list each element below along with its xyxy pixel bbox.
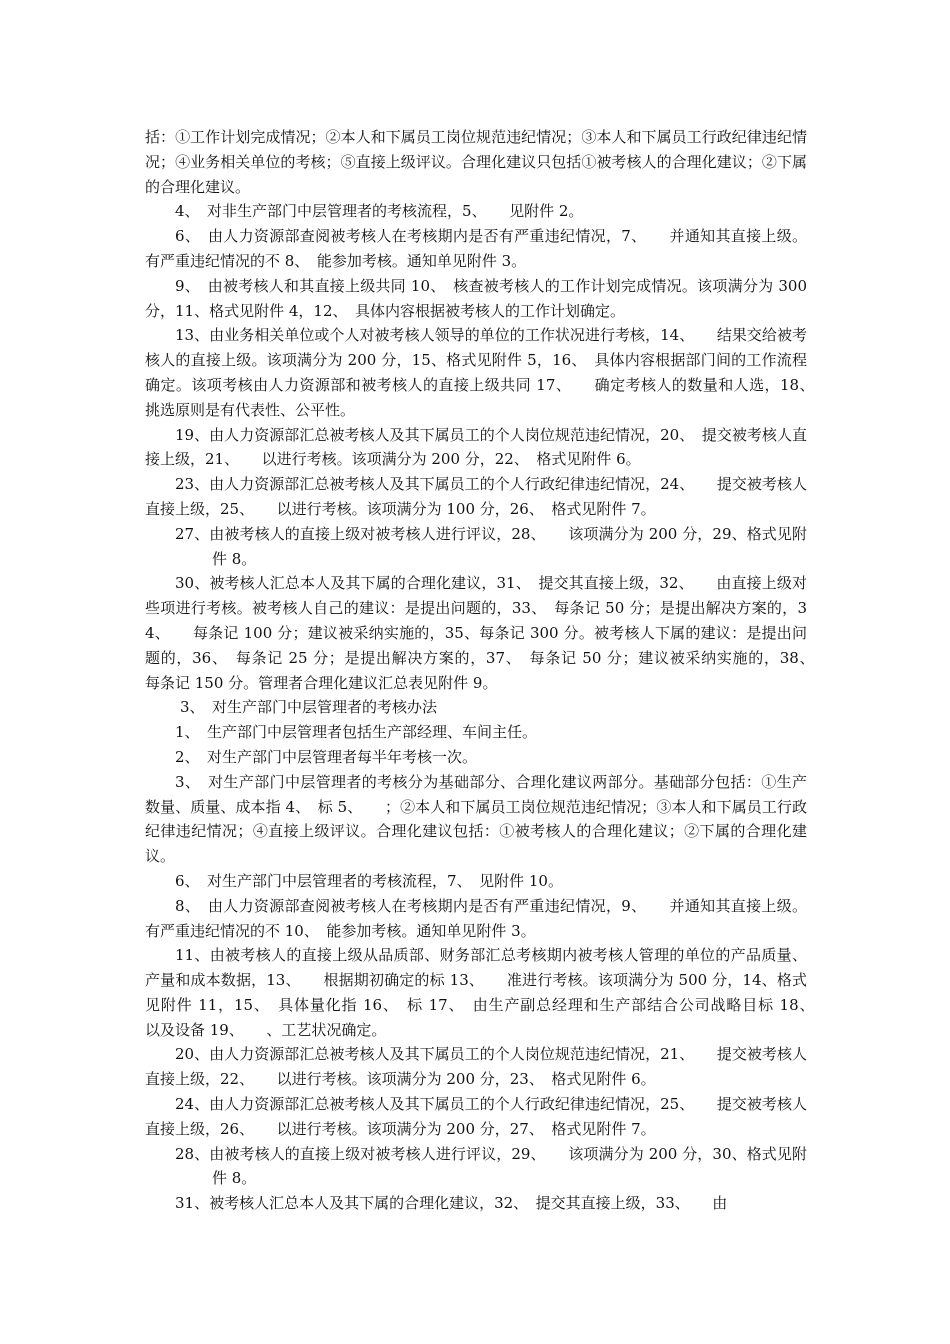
paragraph-item-30: 30、被考核人汇总本人及其下属的合理化建议，31、 提交其直接上级，32、 由直接上级对些项进行考核。被考核人自己的建议：是提出问题的，33、 每条记 50 分；是提出解决方案的，34、 每条记 100 分；建议被采纳实施的，35、每条记 300 分。被考核人下属的建议：是提出问题的，36、 每条记 25 分；是提出解决方案的，37、 每条记 50 分；建议被采纳实施的，38、 每条记 150 分。管理者合理化建议汇总表见附件 9。 bbox=[145, 574, 838, 692]
paragraph-item-6: 6、 由人力资源部查阅被考核人在考核期内是否有严重违纪情况，7、 并通知其直接上级。有严重违纪情况的不 8、 能参加考核。通知单见附件 3。 bbox=[145, 227, 807, 270]
paragraph-prod-item-8: 8、 由人力资源部查阅被考核人在考核期内是否有严重违纪情况，9、 并通知其直接上级。有严重违纪情况的不 10、 能参加考核。通知单见附件 3。 bbox=[145, 896, 807, 940]
paragraph-prod-item-1: 1、 生产部门中层管理者包括生产部经理、车间主任。 bbox=[175, 723, 538, 742]
paragraph-item-9: 9、 由被考核人和其直接上级共同 10、 核查被考核人的工作计划完成情况。该项满分为 300 分，11、格式见附件 4，12、 具体内容根据被考核人的工作计划确定。 bbox=[145, 276, 807, 320]
paragraph-item-4: 4、 对非生产部门中层管理者的考核流程，5、 见附件 2。 bbox=[175, 202, 584, 221]
paragraph-item-27: 27、由被考核人的直接上级对被考核人进行评议，28、 该项满分为 200 分，29、格式见附件 8。 bbox=[175, 524, 807, 568]
paragraph-prod-item-2: 2、 对生产部门中层管理者每半年考核一次。 bbox=[175, 747, 478, 766]
paragraph-prod-item-11: 11、由被考核人的直接上级从品质部、财务部汇总考核期内被考核人管理的单位的产品质量、产量和成本数据，13、 根据期初确定的标 13、 准进行考核。该项满分为 500 分，14、格式见附件 11，15、 具体量化指 16、 标 17、 由生产副总经理和生产部结合公司战略目标 18、 以及设备 19、 、工艺状况确定。 bbox=[145, 946, 838, 1039]
document-body bbox=[145, 125, 838, 1216]
paragraph-item-19: 19、由人力资源部汇总被考核人及其下属员工的个人岗位规范违纪情况，20、 提交被考核人直接上级，21、 以进行考核。该项满分为 200 分，22、 格式见附件 6。 bbox=[145, 425, 807, 469]
paragraph-prod-item-3: 3、 对生产部门中层管理者的考核分为基础部分、合理化建议两部分。基础部分包括：①生产数量、质量、成本指 4、 标 5、 ；②本人和下属员工岗位规范违纪情况；③本人和下属员工行政纪律违纪情况；④直接上级评议。合理化建议包括：①被考核人的合理化建议；②下属的合理化建议。 bbox=[145, 772, 807, 866]
paragraph-prod-item-20: 20、由人力资源部汇总被考核人及其下属员工的个人岗位规范违纪情况，21、 提交被考核人直接上级，22、 以进行考核。该项满分为 200 分，23、 格式见附件 6。 bbox=[145, 1045, 807, 1089]
paragraph-assessment-items: 括：①工作计划完成情况；②本人和下属员工岗位规范违纪情况；③本人和下属员工行政纪律违纪情况；④业务相关单位的考核；⑤直接上级评议。合理化建议只包括①被考核人的合理化建议；②下属的合理化建议。 bbox=[145, 128, 807, 196]
paragraph-item-23: 23、由人力资源部汇总被考核人及其下属员工的个人行政纪律违纪情况，24、 提交被考核人直接上级，25、 以进行考核。该项满分为 100 分，26、 格式见附件 7。 bbox=[145, 475, 807, 518]
paragraph-prod-item-31: 31、被考核人汇总本人及其下属的合理化建议，32、 提交其直接上级，33、 由 bbox=[175, 1194, 728, 1213]
paragraph-prod-item-28: 28、由被考核人的直接上级对被考核人进行评议，29、 该项满分为 200 分，30、格式见附件 8。 bbox=[175, 1144, 807, 1188]
section-heading-production: 3、 对生产部门中层管理者的考核办法 bbox=[180, 698, 438, 717]
paragraph-item-13: 13、由业务相关单位或个人对被考核人领导的单位的工作状况进行考核，14、 结果交给被考核人的直接上级。该项满分为 200 分，15、格式见附件 5，16、 具体内容根据部门间的工作流程确定。该项考核由人力资源部和被考核人的直接上级共同 17、 确定考核人的数量和人选，18、 挑选原则是有代表性、公平性。 bbox=[145, 326, 823, 419]
paragraph-prod-item-24: 24、由人力资源部汇总被考核人及其下属员工的个人行政纪律违纪情况，25、 提交被考核人直接上级，26、 以进行考核。该项满分为 200 分，27、 格式见附件 7。 bbox=[145, 1095, 807, 1138]
paragraph-prod-item-6: 6、 对生产部门中层管理者的考核流程，7、 见附件 10。 bbox=[175, 871, 563, 890]
